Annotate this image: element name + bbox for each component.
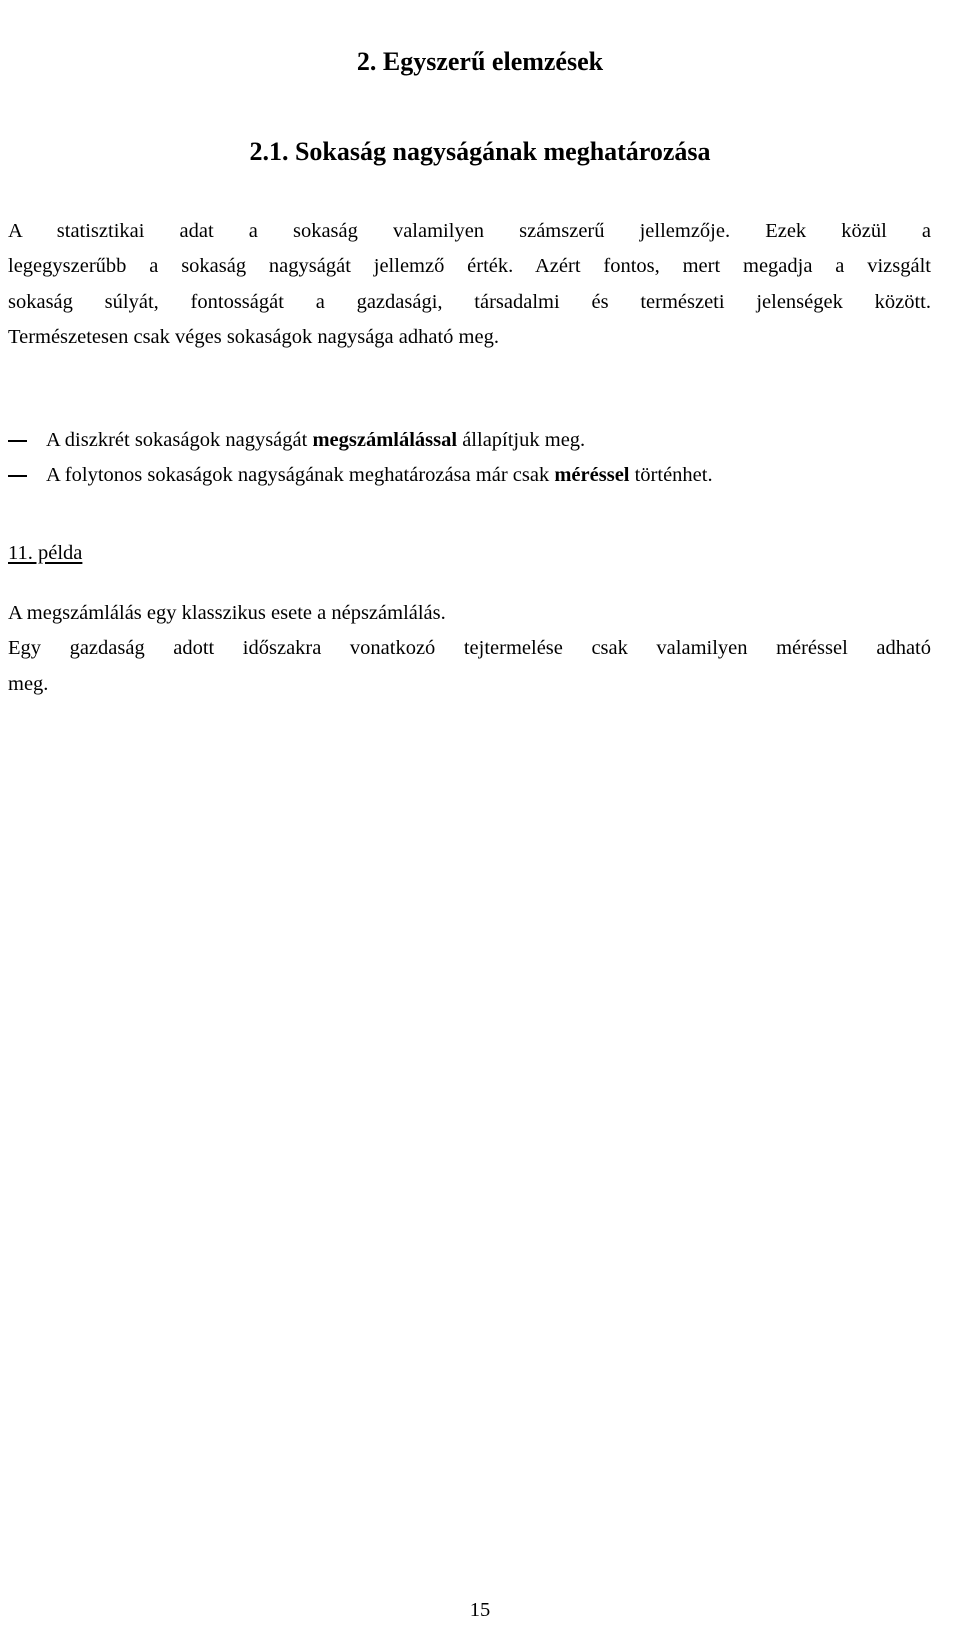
bullet-list <box>8 423 938 493</box>
page-number: 15 <box>469 1599 491 1621</box>
bullet-bold-term: méréssel <box>554 464 630 486</box>
intro-paragraph <box>8 214 931 355</box>
chapter-title: 2. Egyszerű elemzések <box>356 47 604 76</box>
intro-line: sokaság súlyát, fontosságát a gazdasági, társadalmi és természeti jelenségek között. <box>8 290 931 313</box>
bullet-text-before: A diszkrét sokaságok nagyságát <box>46 429 313 451</box>
bullet-text-after: történhet. <box>629 464 713 486</box>
example-line: Egy gazdaság adott időszakra vonatkozó tejtermelése csak valamilyen méréssel adható <box>8 637 931 660</box>
intro-line: Természetesen csak véges sokaságok nagysága adható meg. <box>8 325 499 348</box>
bullet-text-before: A folytonos sokaságok nagyságának meghatározása már csak <box>46 464 555 486</box>
example-line: A megszámlálás egy klasszikus esete a népszámlálás. <box>8 602 446 624</box>
bullet-item <box>8 423 938 458</box>
bullet-item <box>8 458 938 493</box>
bullet-text-after: állapítjuk meg. <box>457 429 586 451</box>
bullet-bold-term: megszámlálással <box>312 429 458 451</box>
intro-line: legegyszerűbb a sokaság nagyságát jellemző érték. Azért fontos, mert megadja a vizsgált <box>8 255 931 278</box>
section-title: 2.1. Sokaság nagyságának meghatározása <box>249 137 711 166</box>
example-label: 11. példa <box>8 542 83 564</box>
example-line: meg. <box>8 672 49 695</box>
intro-line: A statisztikai adat a sokaság valamilyen számszerű jellemzője. Ezek közül a <box>8 220 931 242</box>
example-paragraph <box>8 596 931 702</box>
